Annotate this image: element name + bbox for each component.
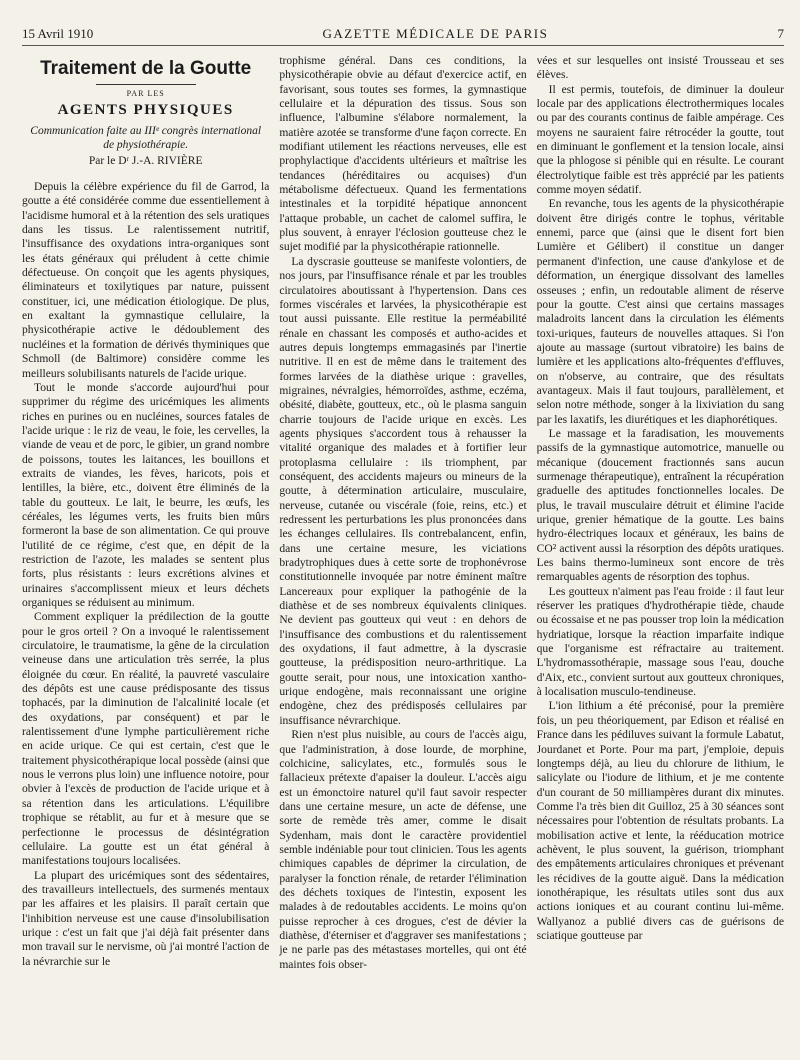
page-number: 7 (777, 26, 784, 41)
column-1 (22, 54, 269, 1059)
paragraph: Comment expliquer la prédilection de la goutte pour le gros orteil ? On a invoqué le ralentissement circulatoire, le traumatisme, la gêne de la circulation veineuse dans une articulation très serrée, la plus éloignée du cœur. En réalité, la pauvreté vasculaire des dépôts est une cause prédisposante des tissus tophacés, par la diminution de l'alcalinité locale (et des oxydations, par conséquent) et par le ralentissement d'une lymphe particulièrement riche en acide urique. Ce qui est certain, c'est que le traitement physicothérapique local possède (ainsi que nous le verrons plus loin) une influence notoire, pour obvier à l'excès de production de l'acide urique et à sa rétention dans les articulations. L'équilibre trophique se rétablit, au fur et à mesure que se perfectionne le processus de désintégration cellulaire. La goutte est un état général à manifestations toujours localisées. (22, 611, 270, 868)
paragraph: Rien n'est plus nuisible, au cours de l'accès aigu, que l'administration, à dose lourde, de morphine, colchicine, salicylates, etc., formulés sous le fallacieux prétexte d'apaiser la douleur. L'accès aigu est un émonctoire naturel qu'il faut savoir respecter dans une certaine mesure, un acte de défense, une sorte de remède très amer, comme le disait Sydenham, mais dont le caractère providentiel semble indéniable pour tout clinicien. Tous les agents chimiques capables de déprimer la circulation, de paralyser la fonction rénale, de retarder l'élimination des déchets toxiques de l'intestin, exposent les malades à de redoutables accidents. Le moins qu'on puisse reprocher à ces drogues, c'est de dévier la diathèse, d'éterniser et d'aggraver ses manifestations ; je ne parle pas des métastases mortelles, qui ont été maintes fois obser- (279, 729, 527, 971)
paragraph: En revanche, tous les agents de la physicothérapie doivent être dirigés contre le tophus, véritable ennemi, parce que (ainsi que le disent fort bien Lumière et Gélibert) il constitue un danger permanent d'infection, une cause d'ankylose et de déformation, un énergique dissolvant des lamelles osseuses ; enfin, un redoutable aliment de réserve pour la goutte. C'est ainsi que certains massages maladroits lancent dans la circulation les éléments toxi-uriques, fauteurs de nouvelles attaques. Si l'on ajoute au massage (surtout vibratoire) les bains de lumière et les applications alto-fréquentes d'effluves, on n'observe, au contraire, que des résultats avantageux. Mais il faut toujours, parallèlement, et selon notre méthode, songer à la lixiviation du sang par les laxatifs, les diurétiques et les diaphorétiques. (536, 198, 784, 426)
column-2 (279, 54, 526, 1059)
article-columns (22, 54, 784, 1059)
paragraph: vées et sur lesquelles ont insisté Trousseau et ses élèves. (536, 55, 784, 82)
title-rule (96, 84, 196, 85)
paragraph: Le massage et la faradisation, les mouvements passifs de la gymnastique automotrice, manuelle ou mécanique (doucement fractionnés sans aucun surmenage thérapeutique), entraînent la récupération graduelle des aptitudes fonctionnelles locales. De plus, le travail musculaire détruit et élimine l'acide urique, grenier hématique de la goutte. Les bains hydro-électriques locaux et généraux, les bains de CO² activent aussi la résorption des dépôts uratiques. Les bains thermo-lumineux sont encore de très remarquables agents de résorption des tophus. (536, 427, 784, 584)
issue-date: 15 Avril 1910 (22, 26, 94, 41)
article-par: PAR LES (126, 89, 165, 98)
page-header (22, 26, 784, 46)
paragraph: La dyscrasie goutteuse se manifeste volontiers, de nos jours, par l'insuffisance rénale et par les troubles circulatoires aboutissant à l'hypertension. Dans ces formes viscérales et larvées, la physicothérapie est tout aussi puissante. Elle restitue la perméabilité rénale en chassant les composés et autho-acides et autres depuis longtemps emmagasinés par l'inertie nutritive. Il en est de même dans le traitement des formes larvées de la diathèse urique : gravelles, migraines, névralgies, hémorroïdes, asthme, eczéma, obésité, diabète, goutteux, etc., où le plasma sanguin charrie toujours de l'acide urique en excès. Les agents physiques s'accordent tous à rehausser la vitalité organique des malades et à fortifier leur protoplasma cellulaire : ils triomphent, par conséquent, des accidents majeurs ou mineurs de la goutte, à détermination articulaire, musculaire, nerveuse, cutanée ou viscérale (foie, reins, etc.) et redressent les perturbations les plus prononcées dans les échanges cellulaires. Ils contrebalancent, enfin, dans une certaine mesure, les viciations bradytrophiques dues à cette sorte de trophonévrose constitutionnelle invoquée par notre éminent maître Lancereaux pour expliquer la pathogénie de la diathèse et de ses nombreux équivalents cliniques. Ne devient pas goutteux qui veut : en dehors de l'insuffisance des combustions et du ralentissement des oxydations, il faut admettre, à la dyscrasie goutteuse, la prédisposition neuro-arthritique. La goutte serait, pour nous, une intoxication xantho-urique endogène, mais reconnaissant une origine endogène, chez des prédisposés cellulaires par insuffisance névrarchique. (279, 255, 527, 727)
column-3 (537, 54, 784, 1059)
paragraph: Depuis la célèbre expérience du fil de Garrod, la goutte a été considérée comme due essentiellement à l'acidisme humoral et à la rétention des sels uratiques dans les tissus. Le ralentissement nutritif, l'insuffisance des oxydations intra-organiques sont les états généraux qui préludent à cette chimie défectueuse. On conçoit que les agents physiques, éliminateurs et toxilytiques par nature, puissent constituer, ici, une médication étiologique. De plus, en exaltant la gymnastique cellulaire, la physicothérapie active le dédoublement des nucléines et la formation de dérivés thyminiques que Schmoll (de Baltimore) considère comme les meilleurs solubilisants naturels de l'acide urique. (22, 181, 270, 380)
article-title: Traitement de la Goutte (40, 58, 252, 79)
paragraph: L'ion lithium a été préconisé, pour la première fois, un peu théoriquement, par Edison et réalisé en France dans les pédiluves suivant la formule Labatut, Jourdanet et Porte. Pour ma part, j'emploie, depuis longtemps déjà, au lieu du chlorure de lithium, le salicylate ou l'iodure de lithium, et je me contente d'un courant de 50 milliampères durant dix minutes. Comme l'a très bien dit Guilloz, 25 à 30 séances sont nécessaires pour l'obtention de résultats probants. La mobilisation active et lente, la rééducation motrice achèvent, le plus souvent, la guérison, triomphant des empâtements articulaires chroniques et prévenant les récidives de la goutte aiguë. Dans la médication ionothérapique, les résultats utiles sont dus aux actions ioniques et au courant continu lui-même. Wallyanoz a publié divers cas de guérisons de sciatique goutteuse par (536, 700, 784, 942)
journal-title: GAZETTE MÉDICALE DE PARIS (322, 26, 549, 41)
article-subtitle: AGENTS PHYSIQUES (57, 102, 234, 119)
paragraph: Les goutteux n'aiment pas l'eau froide : il faut leur réserver les pratiques d'hydrothérapie tiède, chaude ou écossaise et ne pas pousser trop loin la médication hydriatique, lorsque la réaction imparfaite indique que l'organisme est réfractaire au traitement. L'hydromassothérapie, massage sous l'eau, douche d'Aix, etc., convient surtout aux goutteux chroniques, à localisation musculo-tendineuse. (536, 585, 784, 699)
article-communication: Communication faite au IIIᵉ congrès international de physiothérapie. (30, 124, 262, 151)
paragraph: La plupart des uricémiques sont des sédentaires, des travailleurs intellectuels, des surmenés mentaux par les affaires et les plaisirs. Il paraît certain que l'inhibition nerveuse est une cause d'insolubilisation urique : c'est un fait que j'ai déjà fait présenter dans mon travail sur le nervisme, où j'ai montré l'action de la névrarchie sur le (22, 869, 270, 968)
paragraph: trophisme général. Dans ces conditions, la physicothérapie obvie au défaut d'exercice actif, en favorisant, sous toutes ses formes, la gymnastique cellulaire et la dépuration des tissus. Sous son influence, l'albumine s'élabore normalement, la matière azotée se transforme d'une façon correcte. En modifiant utilement les réactions nerveuses, elle est prophylactique d'accidents ultérieurs et maîtrise les tendances (héréditaires ou acquises) d'un métabolisme défectueux. Quand les fermentations intestinales et la torpidité hépatique annoncent l'attaque probable, un cachet de calomel suffira, le plus souvent, à enrayer l'éclosion goutteuse chez le sujet modifié par la physicothérapie rationnelle. (279, 55, 527, 254)
paragraph: Il est permis, toutefois, de diminuer la douleur locale par des applications électrothermiques locales ou par des courants continus de faible ampérage. Ces moyens ne sauraient faire rétrocéder la goutte, tout en diminuant le gonflement et la tension locale, ainsi que la phlogose si pénible qui en résulte. Le courant électrolytique faible est très apprécié par les patients comme moyen sédatif. (536, 83, 784, 197)
paragraph: Tout le monde s'accorde aujourd'hui pour supprimer du régime des uricémiques les aliments riches en purines ou en nucléines, sources fatales de l'acide urique : le riz de veau, le foie, les cervelles, la viande de veau et de porc, le gibier, un grand nombre de poissons, toutes les laitances, les bouillons et extraits de viandes, les fèves, haricots, pois et lentilles, la bière, etc., doivent être éliminés de la table du goutteux. Le lait, le beurre, les œufs, les céréales, les légumes verts, les fruits bien mûrs formeront la base de son alimentation. Ce qui prouve l'utilité de ce régime, c'est que, en dépit de la restriction de l'azote, les malades se sentent plus forts, plus résistants : leurs excrétions alvines et urinaires s'accomplissent mieux et leurs déchets organiques se réduisent au minimum. (22, 381, 270, 609)
article-author: Par le Dʳ J.-A. RIVIÈRE (88, 154, 203, 167)
